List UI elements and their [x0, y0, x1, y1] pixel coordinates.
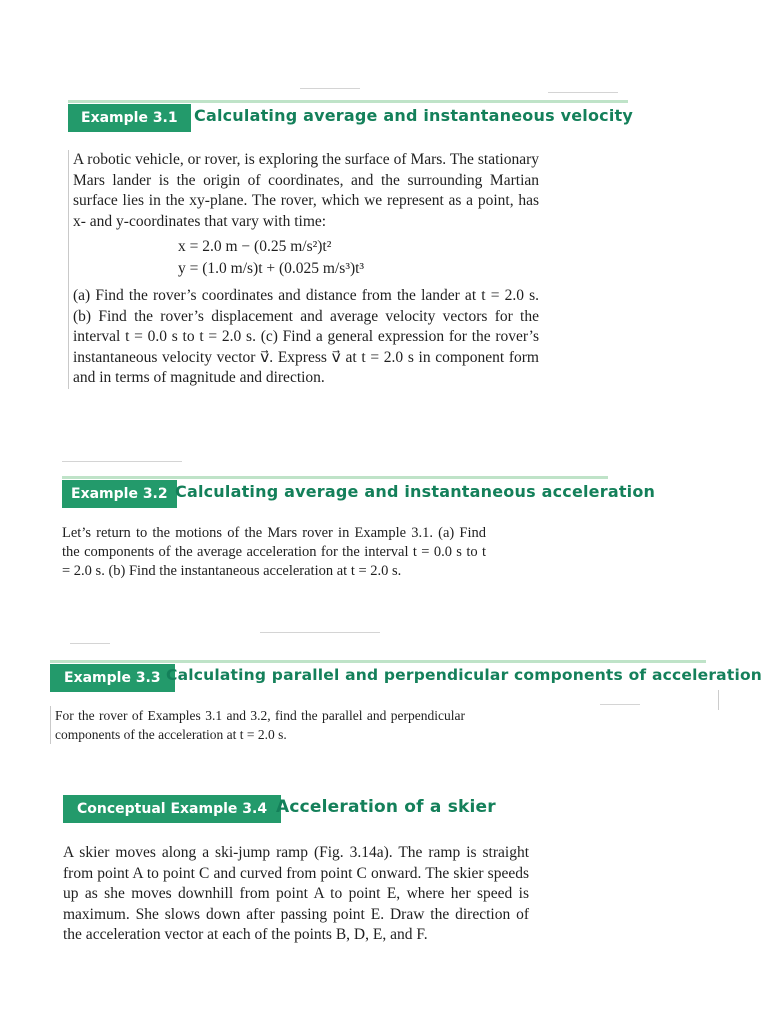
- example-3-3: [50, 660, 763, 744]
- example-body: [62, 524, 486, 581]
- example-header: [50, 660, 763, 692]
- example-3-2: [62, 476, 656, 581]
- scan-artifact: [300, 88, 360, 89]
- equation-x: x = 2.0 m − (0.25 m/s²)t²: [178, 238, 332, 255]
- example-3-1: [68, 100, 633, 389]
- example-body: [50, 706, 465, 744]
- header-rule: [50, 660, 706, 663]
- example-title: Calculating parallel and perpendicular components of acceleration: [166, 666, 763, 684]
- example-header: [68, 100, 633, 132]
- example-text: For the rover of Examples 3.1 and 3.2, find the parallel and perpendicular components of the acceleration at t = 2.0 s.: [55, 708, 465, 742]
- example-tag: Example 3.2: [62, 480, 177, 508]
- scan-artifact: [548, 92, 618, 93]
- example-title: Calculating average and instantaneous velocity: [194, 106, 633, 125]
- scan-artifact: [260, 632, 380, 633]
- example-header: [62, 476, 656, 508]
- equations: [73, 236, 539, 280]
- example-tag: Conceptual Example 3.4: [63, 795, 281, 823]
- example-question: (a) Find the rover’s coordinates and distance from the lander at t = 2.0 s. (b) Find the rover’s displacement and average velocity vectors for the interval t = 0.0 s to t = 2.0 s. (c) Find a general expression for the rover’s instantaneous velocity vector v⃗. Express v⃗ at t = 2.0 s in component form and in terms of magnitude and direction.: [73, 287, 539, 386]
- example-text: A skier moves along a ski-jump ramp (Fig. 3.14a). The ramp is straight from point A to point C and curved from point C onward. The skier speeds up as she moves downhill from point A to point E, where her speed is maximum. She slows down after passing point E. Draw the direction of the acceleration vector at each of the points B, D, E, and F.: [63, 844, 529, 943]
- equation-y: y = (1.0 m/s)t + (0.025 m/s³)t³: [178, 260, 365, 277]
- example-body: [68, 150, 539, 389]
- example-title: Acceleration of a skier: [276, 797, 496, 817]
- example-3-4: [63, 791, 529, 946]
- example-body: [63, 843, 529, 946]
- example-header: [63, 791, 529, 823]
- example-intro: A robotic vehicle, or rover, is exploring the surface of Mars. The stationary Mars lander is the origin of coordinates, and the surrounding Martian surface lies in the xy-plane. The rover, which we represent as a point, has x- and y-coordinates that vary with time:: [73, 151, 539, 230]
- scan-artifact: [718, 690, 719, 710]
- scan-artifact: [62, 461, 182, 462]
- example-tag: Example 3.3: [50, 664, 175, 692]
- header-rule: [62, 476, 608, 479]
- scan-artifact: [70, 643, 110, 644]
- example-tag: Example 3.1: [68, 104, 191, 132]
- example-title: Calculating average and instantaneous acceleration: [175, 482, 656, 501]
- example-text: Let’s return to the motions of the Mars rover in Example 3.1. (a) Find the components of the average acceleration for the interval t = 0.0 s to t = 2.0 s. (b) Find the instantaneous acceleration at t = 2.0 s.: [62, 525, 486, 579]
- header-rule: [68, 100, 628, 103]
